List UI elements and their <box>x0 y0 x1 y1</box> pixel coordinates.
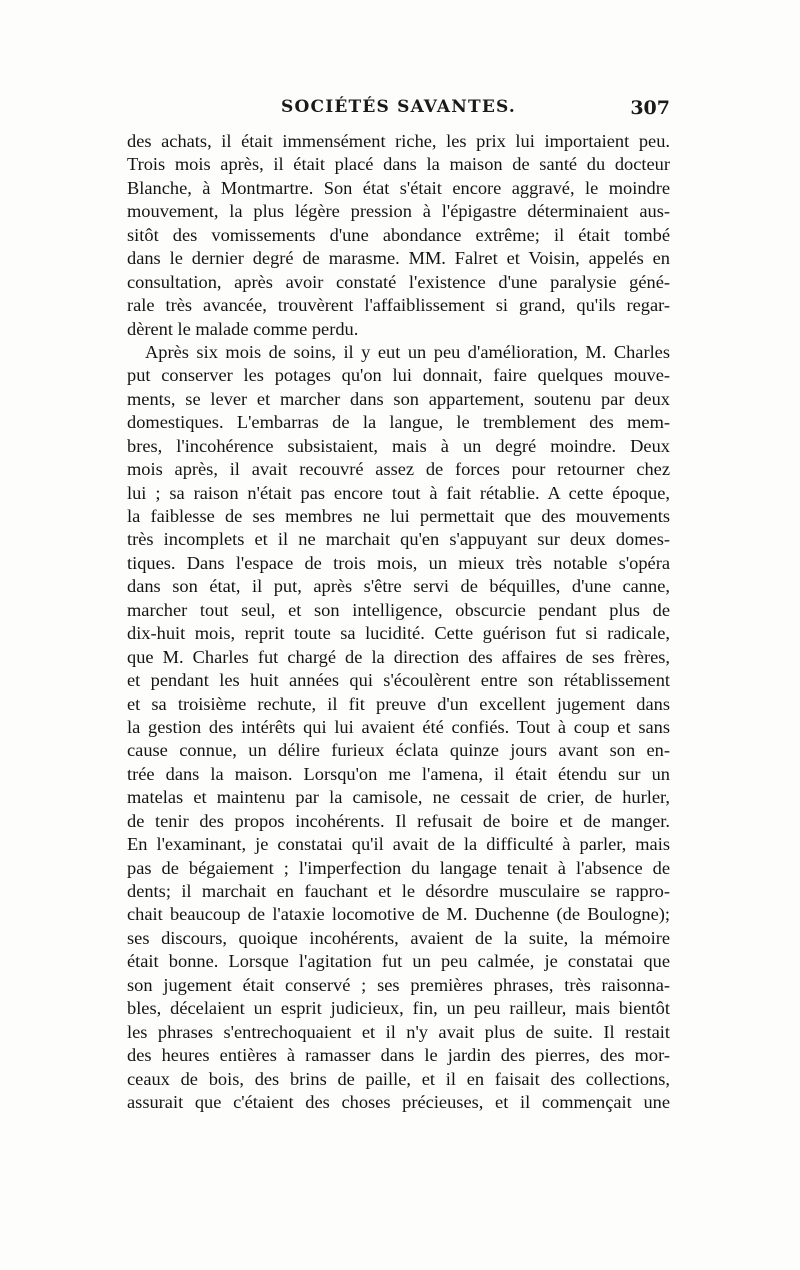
text-line: mois après, il avait recouvré assez de forces pour retourner chez <box>127 459 670 480</box>
text-line: était bonne. Lorsque l'agitation fut un peu calmée, je constatai que <box>127 951 670 972</box>
text-line: sitôt des vomissements d'une abondance extrême; il était tombé <box>127 224 670 245</box>
running-title: SOCIÉTÉS SAVANTES. <box>281 97 516 117</box>
text-line: dents; il marchait en fauchant et le désordre musculaire se rappro- <box>127 881 670 901</box>
text-line: lui ; sa raison n'était pas encore tout à fait rétablie. A cette époque, <box>127 482 670 503</box>
text-line: trée dans la maison. Lorsqu'on me l'amena, il était étendu sur un <box>127 763 670 784</box>
text-line: son jugement était conservé ; ses premières phrases, très raisonna- <box>127 974 670 995</box>
text-line: ceaux de bois, des brins de paille, et il en faisait des collections, <box>127 1068 670 1089</box>
text-line: dans le dernier degré de marasme. MM. Falret et Voisin, appelés en <box>127 248 670 269</box>
text-line: des heures entières à ramasser dans le jardin des pierres, des mor- <box>127 1045 670 1066</box>
text-line: marcher tout seul, et son intelligence, obscurcie pendant plus de <box>127 599 670 620</box>
text-line: mouvement, la plus légère pression à l'épigastre déterminaient aus- <box>127 201 670 222</box>
text-line: et sa troisième rechute, il fit preuve d'un excellent jugement dans <box>127 693 670 714</box>
text-line: En l'examinant, je constatai qu'il avait de la difficulté à parler, mais <box>127 834 670 855</box>
text-line: ses discours, quoique incohérents, avaient de la suite, la mémoire <box>127 927 670 948</box>
text-line: consultation, après avoir constaté l'existence d'une paralysie géné- <box>127 271 670 292</box>
text-line: cause connue, un délire furieux éclata quinze jours avant son en- <box>127 740 670 761</box>
text-line: Blanche, à Montmartre. Son état s'était encore aggravé, le moindre <box>127 177 670 198</box>
text-line: ments, se lever et marcher dans son appartement, soutenu par deux <box>127 388 670 409</box>
text-line: des achats, il était immensément riche, les prix lui importaient peu. <box>127 131 670 151</box>
text-line: chait beaucoup de l'ataxie locomotive de M. Duchenne (de Boulogne); <box>127 904 670 925</box>
text-line: rale très avancée, trouvèrent l'affaiblissement si grand, qu'ils regar- <box>127 295 670 316</box>
text-line: tiques. Dans l'espace de trois mois, un mieux très notable s'opéra <box>127 552 670 573</box>
text-line: matelas et maintenu par la camisole, ne cessait de crier, de hurler, <box>127 787 670 808</box>
text-line: et pendant les huit années qui s'écoulèrent entre son rétablissement <box>127 670 670 691</box>
text-line: bles, décelaient un esprit judicieux, fin, un peu railleur, mais bientôt <box>127 998 670 1019</box>
running-head <box>127 97 670 127</box>
text-line: pas de bégaiement ; l'imperfection du langage tenait à l'absence de <box>127 857 670 878</box>
text-line: dèrent le malade comme perdu. <box>127 318 359 339</box>
text-line: dans son état, il put, après s'être servi de béquilles, d'une canne, <box>127 576 670 597</box>
text-line: dix-huit mois, reprit toute sa lucidité. Cette guérison fut si radicale, <box>127 623 670 644</box>
body-text <box>127 130 670 1114</box>
text-line: les phrases s'entrechoquaient et il n'y avait plus de suite. Il restait <box>127 1021 670 1042</box>
text-line: bres, l'incohérence subsistaient, mais à un degré moindre. Deux <box>127 435 670 456</box>
page-number: 307 <box>630 97 670 119</box>
text-line: domestiques. L'embarras de la langue, le tremblement des mem- <box>127 412 670 433</box>
text-line: Après six mois de soins, il y eut un peu d'amélioration, M. Charles <box>145 341 670 362</box>
text-line: la faiblesse de ses membres ne lui permettait que des mouvements <box>127 506 670 526</box>
text-line: la gestion des intérêts qui lui avaient été confiés. Tout à coup et sans <box>127 716 670 737</box>
text-line: Trois mois après, il était placé dans la maison de santé du docteur <box>127 154 670 175</box>
text-line: put conserver les potages qu'on lui donnait, faire quelques mouve- <box>127 365 670 386</box>
text-line: très incomplets et il ne marchait qu'en s'appuyant sur deux domes- <box>127 529 670 550</box>
text-line: de tenir des propos incohérents. Il refusait de boire et de manger. <box>127 810 670 831</box>
text-line: que M. Charles fut chargé de la direction des affaires de ses frères, <box>127 646 670 667</box>
text-line: assurait que c'étaient des choses précieuses, et il commençait une <box>127 1091 670 1112</box>
